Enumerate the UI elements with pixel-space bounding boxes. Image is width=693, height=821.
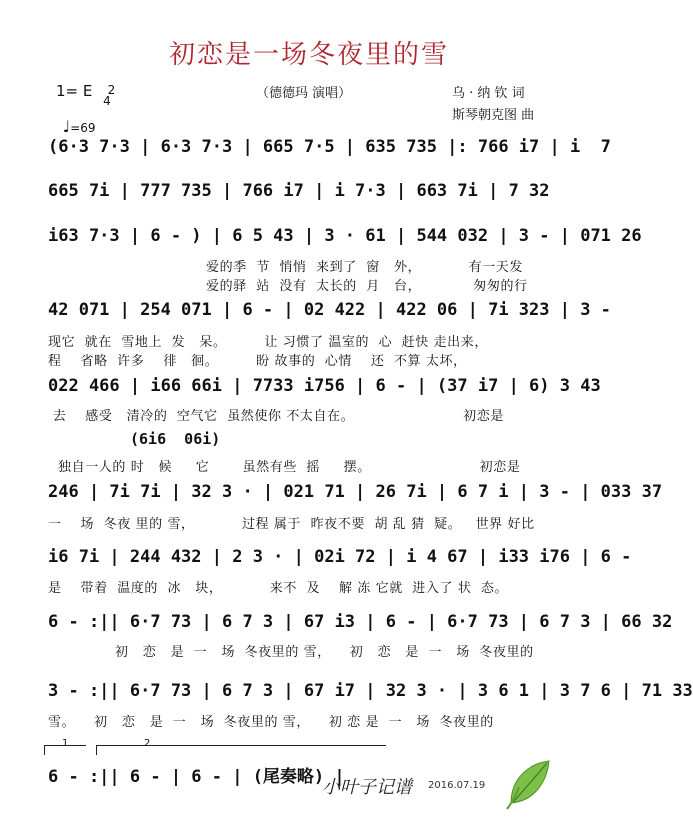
key-signature: 1= E bbox=[56, 82, 93, 100]
alt-phrase: (6i6 06i) bbox=[130, 430, 221, 448]
volta-number-2: 2 bbox=[144, 738, 151, 749]
tempo-value: =69 bbox=[70, 121, 96, 135]
music-line: 6 - :|| 6·7 73 | 6 7 3 | 67 i3 | 6 - | 6·7 73 | 6 7 3 | 66 32 bbox=[48, 612, 673, 632]
quarter-note-icon: ♩ bbox=[62, 117, 71, 136]
lyric-line: 是 带着 温度的 冰 块， 来不 及 解 冻 它就 进入了 状 态。 bbox=[48, 581, 509, 596]
lyric-line: 独自一人的 时 候 它 虽然有些 摇 摆。 初恋是 bbox=[58, 460, 521, 475]
singer-credit: （德德玛 演唱） bbox=[256, 86, 352, 101]
volta-number-1: 1 bbox=[62, 738, 69, 749]
transcriber-signature: 小叶子记谱 bbox=[322, 777, 412, 798]
volta-tick bbox=[44, 745, 45, 755]
lyric-line: 爱的季 节 悄悄 来到了 窗 外， 有一天发 bbox=[206, 260, 523, 275]
song-title: 初恋是一场冬夜里的雪 bbox=[168, 40, 449, 70]
music-line: 022 466 | i66 66i | 7733 i756 | 6 - | (37 i7 | 6) 3 43 bbox=[48, 376, 601, 396]
leaf-icon bbox=[505, 757, 553, 811]
music-line: i63 7·3 | 6 - ) | 6 5 43 | 3 · 61 | 544 032 | 3 - | 071 26 bbox=[48, 226, 642, 246]
lyricist-credit: 乌 · 纳 钦 词 bbox=[452, 86, 525, 101]
volta-bracket-2 bbox=[96, 745, 386, 746]
lyric-line: 现它 就在 雪地上 发 呆。 让 习惯了 温室的 心 赶快 走出来， bbox=[48, 335, 488, 350]
lyric-line: 雪。 初 恋 是 一 场 冬夜里的 雪， 初 恋 是 一 场 冬夜里的 bbox=[48, 715, 494, 730]
composer-credit: 斯琴朝克图 曲 bbox=[452, 108, 535, 123]
transcription-date: 2016.07.19 bbox=[428, 780, 486, 791]
music-line: (6·3 7·3 | 6·3 7·3 | 665 7·5 | 635 735 |: 766 i7 | i 7 bbox=[48, 137, 611, 157]
lyric-line: 去 感受 清冷的 空气它 虽然使你 不太自在。 初恋是 bbox=[48, 409, 504, 424]
time-sig-denominator: 4 bbox=[103, 94, 111, 108]
tempo bbox=[55, 103, 96, 136]
lyric-line: 爱的驿 站 没有 太长的 月 台， 匆匆的行 bbox=[206, 279, 528, 294]
volta-tick bbox=[96, 745, 97, 755]
music-line: 665 7i | 777 735 | 766 i7 | i 7·3 | 663 7i | 7 32 bbox=[48, 181, 550, 201]
time-signature bbox=[100, 74, 114, 107]
music-line: 3 - :|| 6·7 73 | 6 7 3 | 67 i7 | 32 3 · | 3 6 1 | 3 7 6 | 71 33 bbox=[48, 681, 693, 701]
music-line: 42 071 | 254 071 | 6 - | 02 422 | 422 06 | 7i 323 | 3 - bbox=[48, 300, 611, 320]
time-sig-numerator: 2 bbox=[107, 83, 116, 97]
music-line: 6 - :|| 6 - | 6 - | (尾奏略) | bbox=[48, 767, 345, 787]
music-line: 246 | 7i 7i | 32 3 · | 021 71 | 26 7i | 6 7 i | 3 - | 033 37 bbox=[48, 482, 663, 502]
music-line: i6 7i | 244 432 | 2 3 · | 02i 72 | i 4 67 | i33 i76 | 6 - bbox=[48, 547, 632, 567]
lyric-line: 程 省略 许多 徘 徊。 盼 故事的 心情 还 不算 太坏， bbox=[48, 354, 467, 369]
lyric-line: 一 场 冬夜 里的 雪， 过程 属于 昨夜不要 胡 乱 猜 疑。 世界 好比 bbox=[48, 517, 535, 532]
lyric-line: 初 恋 是 一 场 冬夜里的 雪， 初 恋 是 一 场 冬夜里的 bbox=[115, 645, 534, 660]
